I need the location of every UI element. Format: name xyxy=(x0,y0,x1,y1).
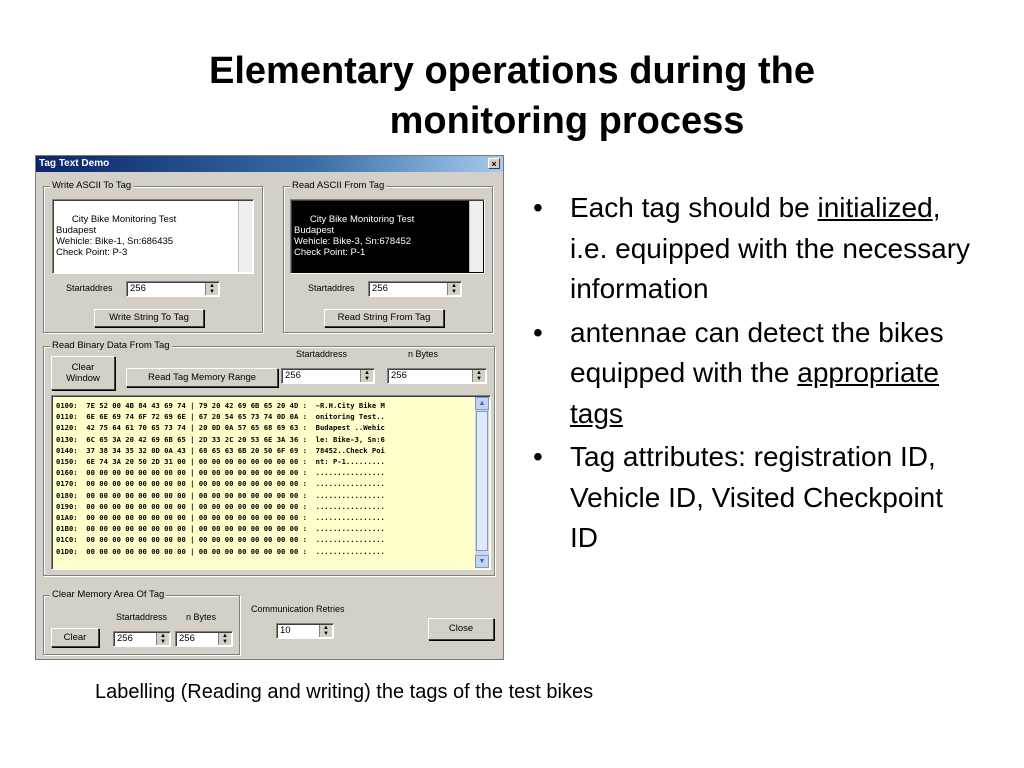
hex-dump-scrollbar[interactable] xyxy=(475,397,489,568)
window-title: Tag Text Demo xyxy=(39,158,110,169)
binary-startaddress-value: 256 xyxy=(285,370,301,381)
read-string-from-tag-button[interactable]: Read String From Tag xyxy=(324,309,444,327)
binary-startaddress-label: Startaddress xyxy=(296,349,348,359)
read-ascii-scrollbar[interactable] xyxy=(469,201,483,272)
clear-nbytes-value: 256 xyxy=(179,633,195,644)
scroll-down-icon[interactable]: ▼ xyxy=(475,555,489,568)
hex-dump-line: 0160: 00 00 00 00 00 00 00 00 | 00 00 00 00 00 00 00 00 : ................ xyxy=(56,468,385,478)
scroll-thumb[interactable] xyxy=(476,411,488,551)
clear-window-button[interactable]: Clear Window xyxy=(51,356,115,390)
read-binary-group-label: Read Binary Data From Tag xyxy=(52,340,170,351)
hex-dump-lines xyxy=(56,400,385,557)
clear-startaddress-label: Startaddress xyxy=(116,612,168,622)
hex-dump-view[interactable] xyxy=(51,395,491,570)
read-startaddress-spinner[interactable]: ▲ ▼ xyxy=(447,283,460,295)
clear-nbytes-input[interactable] xyxy=(175,631,233,647)
hex-dump-line: 01D0: 00 00 00 00 00 00 00 00 | 00 00 00 00 00 00 00 00 : ................ xyxy=(56,546,385,556)
write-ascii-group xyxy=(43,180,263,333)
binary-nbytes-value: 256 xyxy=(391,370,407,381)
bullet-dot-icon: • xyxy=(533,316,543,348)
hex-dump-line: 0150: 6E 74 3A 20 50 2D 31 00 | 00 00 00 00 00 00 00 00 : nt: P-1......... xyxy=(56,457,385,467)
binary-nbytes-spinner[interactable]: ▲ ▼ xyxy=(472,370,485,382)
bullet-item xyxy=(533,437,973,559)
clear-startaddress-value: 256 xyxy=(117,633,133,644)
clear-nbytes-spinner[interactable]: ▲ ▼ xyxy=(218,633,231,645)
bullet-underlined-text: appropriate tags xyxy=(570,357,939,429)
tag-text-demo-window xyxy=(35,155,504,660)
bullet-text-tail: , i.e. equipped with the necessary information xyxy=(570,192,971,304)
clear-button[interactable]: Clear xyxy=(51,628,99,647)
communication-retries-spinner[interactable]: ▲ ▼ xyxy=(319,625,332,637)
write-ascii-text: City Bike Monitoring Test Budapest Wehicle: Bike-1, Sn:686435 Check Point: P-3 xyxy=(56,214,177,258)
write-ascii-scrollbar[interactable] xyxy=(238,201,252,272)
slide-title-line-2: monitoring process xyxy=(389,100,745,142)
scroll-up-icon[interactable]: ▲ xyxy=(475,397,489,410)
hex-dump-line: 01B0: 00 00 00 00 00 00 00 00 | 00 00 00 00 00 00 00 00 : ................ xyxy=(56,524,385,534)
communication-retries-label: Communication Retries xyxy=(251,604,345,614)
read-ascii-text: City Bike Monitoring Test Budapest Wehicle: Bike-3, Sn:678452 Check Point: P-1 xyxy=(294,214,415,258)
binary-startaddress-input[interactable] xyxy=(281,368,375,384)
hex-dump-line: 01C0: 00 00 00 00 00 00 00 00 | 00 00 00 00 00 00 00 00 : ................ xyxy=(56,535,385,545)
slide-title xyxy=(0,46,1024,146)
slide-title-line-1: Elementary operations during the xyxy=(209,50,815,92)
hex-dump-line: 01A0: 00 00 00 00 00 00 00 00 | 00 00 00 00 00 00 00 00 : ................ xyxy=(56,513,385,523)
hex-dump-line: 0190: 00 00 00 00 00 00 00 00 | 00 00 00 00 00 00 00 00 : ................ xyxy=(56,501,385,511)
bullet-text: Tag attributes: registration ID, Vehicle ID, Visited Checkpoint ID xyxy=(570,441,944,553)
window-titlebar xyxy=(36,156,503,172)
write-startaddress-value: 256 xyxy=(130,283,146,294)
hex-dump-line: 0170: 00 00 00 00 00 00 00 00 | 00 00 00 00 00 00 00 00 : ................ xyxy=(56,479,385,489)
write-ascii-group-label: Write ASCII To Tag xyxy=(52,180,132,191)
hex-dump-line: 0120: 42 75 64 61 70 65 73 74 | 20 0D 0A 57 65 68 69 63 : Budapest ..Wehic xyxy=(56,423,385,433)
hex-dump-line: 0100: 7E 52 00 4B 84 43 69 74 | 79 20 42 69 6B 65 20 4D : ~R.H.City Bike M xyxy=(56,401,385,410)
bullet-dot-icon: • xyxy=(533,441,543,472)
hex-dump-line: 0130: 6C 65 3A 20 42 69 6B 65 | 2D 33 2C 20 53 6E 3A 36 : le: Bike-3, Sn:6 xyxy=(56,434,385,444)
read-ascii-group xyxy=(283,180,493,333)
bullet-dot-icon: • xyxy=(533,192,543,223)
communication-retries-input[interactable] xyxy=(276,623,334,639)
read-startaddress-input[interactable] xyxy=(368,281,462,297)
clear-startaddress-spinner[interactable]: ▲ ▼ xyxy=(156,633,169,645)
communication-retries-value: 10 xyxy=(280,625,291,636)
read-tag-memory-range-button[interactable]: Read Tag Memory Range xyxy=(126,368,278,387)
bullet-item xyxy=(533,188,973,310)
binary-nbytes-input[interactable] xyxy=(387,368,487,384)
write-string-to-tag-button[interactable]: Write String To Tag xyxy=(94,309,204,327)
clear-startaddress-input[interactable] xyxy=(113,631,171,647)
close-button[interactable]: Close xyxy=(428,618,494,640)
bullet-item xyxy=(533,313,973,435)
bullet-underlined-text: initialized xyxy=(817,192,933,223)
binary-startaddress-spinner[interactable]: ▲ ▼ xyxy=(360,370,373,382)
hex-dump-line: 0180: 00 00 00 00 00 00 00 00 | 00 00 00 00 00 00 00 00 : ................ xyxy=(56,490,385,500)
write-startaddress-input[interactable] xyxy=(126,281,220,297)
slide-caption: Labelling (Reading and writing) the tags of the test bikes xyxy=(95,681,594,703)
binary-nbytes-label: n Bytes xyxy=(408,349,439,359)
bullet-list xyxy=(533,188,973,562)
read-ascii-textarea[interactable] xyxy=(290,199,485,274)
read-startaddress-value: 256 xyxy=(372,283,388,294)
clear-memory-group-label: Clear Memory Area Of Tag xyxy=(52,589,165,600)
read-ascii-group-label: Read ASCII From Tag xyxy=(292,180,385,191)
read-startaddress-label: Startaddres xyxy=(308,283,355,293)
window-close-button[interactable]: × xyxy=(488,158,500,169)
bullet-text: Each tag should be xyxy=(570,192,818,223)
bullet-text: antennae can detect the bikes equipped with the xyxy=(570,316,944,388)
hex-dump-line: 0110: 6E 6E 69 74 6F 72 69 6E | 67 20 54 65 73 74 0D 0A : onitoring Test.. xyxy=(56,412,385,422)
write-ascii-textarea[interactable] xyxy=(52,199,254,274)
write-startaddress-spinner[interactable]: ▲ ▼ xyxy=(205,283,218,295)
hex-dump-line: 0140: 37 38 34 35 32 0D 0A 43 | 68 65 63 6B 20 50 6F 69 : 78452..Check Poi xyxy=(56,445,385,455)
write-startaddress-label: Startaddres xyxy=(66,283,113,293)
clear-nbytes-label: n Bytes xyxy=(186,612,217,622)
